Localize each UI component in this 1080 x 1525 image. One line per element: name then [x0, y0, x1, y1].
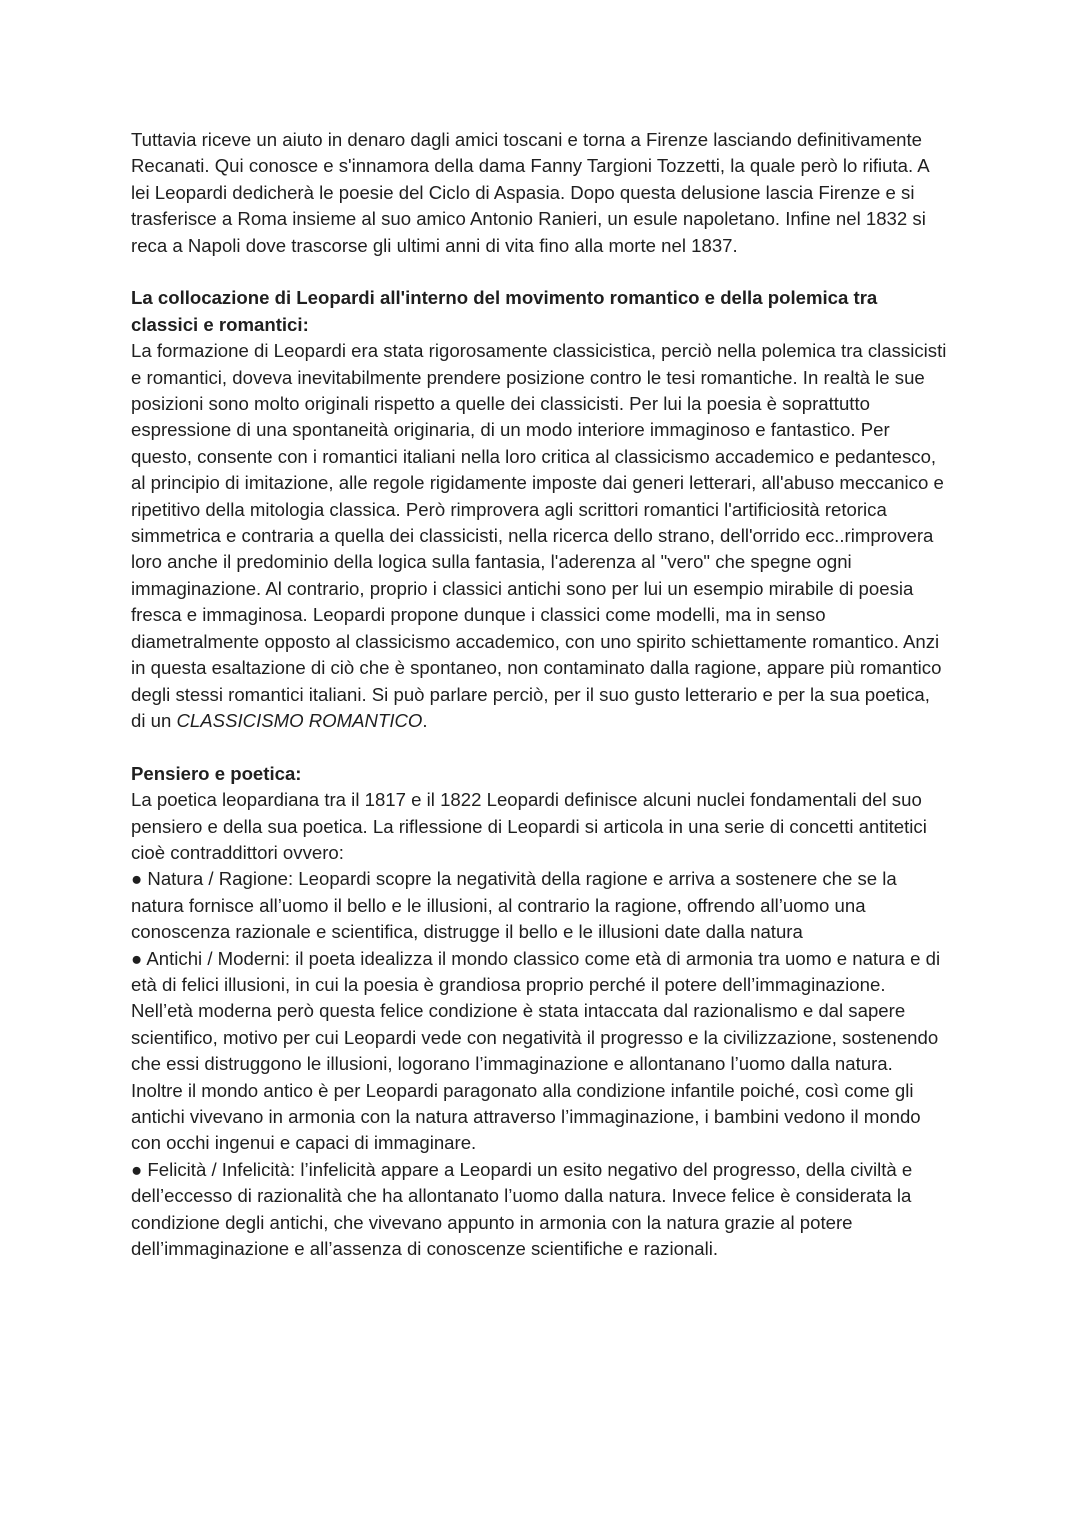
section-romanticism-tail: .	[422, 709, 428, 731]
document-page	[131, 127, 947, 1262]
bullet-antichi-moderni: ● Antichi / Moderni: il poeta idealizza il mondo classico come età di armonia tra uomo e natura e di età di felici illusioni, in cui la poesia è grandiosa proprio perché il potere dell’immaginazione. Nell’età moderna però questa felice condizione è stata intaccata dal razionalismo e dal sapere scientifico, motivo per cui Leopardi vede con negatività il progresso e la civilizzazione, sostenendo che essi distruggono le illusioni, logorano l’immaginazione e allontanano l’uomo dalla natura. Inoltre il mondo antico è per Leopardi paragonato alla condizione infantile poiché, così come gli antichi vivevano in armonia con la natura attraverso l’immaginazione, i bambini vedono il mondo con occhi ingenui e capaci di immaginare.	[131, 947, 941, 1154]
classicismo-romantico-emphasis: CLASSICISMO ROMANTICO	[176, 709, 423, 731]
section-romanticism	[131, 285, 947, 734]
section-pensiero-intro: La poetica leopardiana tra il 1817 e il 1822 Leopardi definisce alcuni nuclei fondamentali del suo pensiero e della sua poetica. La riflessione di Leopardi si articola in una serie di concetti antitetici cioè contraddittori ovvero:	[131, 789, 927, 863]
bullet-felicita-infelicita: ● Felicità / Infelicità: l’infelicità appare a Leopardi un esito negativo del progresso, della civiltà e dell’eccesso di razionalità che ha allontanato l’uomo dalla natura. Invece felice è considerata la condizione degli antichi, che vivevano appunto in armonia con la natura grazie al potere dell’immaginazione e all’assenza di conoscenze scientifiche e razionali.	[131, 1158, 913, 1260]
section-romanticism-heading: La collocazione di Leopardi all'interno del movimento romantico e della polemica tra classici e romantici:	[131, 287, 878, 335]
section-pensiero-heading: Pensiero e poetica:	[131, 762, 302, 784]
section-pensiero-poetica	[131, 761, 947, 1263]
section-romanticism-body	[131, 338, 947, 734]
bullet-natura-ragione: ● Natura / Ragione: Leopardi scopre la negatività della ragione e arriva a sostenere che se la natura fornisce all’uomo il bello e le illusioni, al contrario la ragione, offrendo all’uomo una conoscenza razionale e scientifica, distrugge il bello e le illusioni date dalla natura	[131, 868, 897, 943]
section-romanticism-text: La formazione di Leopardi era stata rigorosamente classicistica, perciò nella polemica tra classicisti e romantici, doveva inevitabilmente prendere posizione contro le tesi romantiche. In realtà le sue posizioni sono molto originali rispetto a quelle dei classicisti. Per lui la poesia è soprattutto espressione di una spontaneità originaria, di un modo interiore immaginoso e fantastico. Per questo, consente con i romantici italiani nella loro critica al classicismo accademico e pedantesco, al principio di imitazione, alle regole rigidamente imposte dai generi letterari, all'abuso meccanico e ripetitivo della mitologia classica. Però rimprovera agli scrittori romantici l'artificiosità retorica simmetrica e contraria a quella dei classicisti, nella ricerca dello strano, dell'orrido ecc..rimprovera loro anche il predominio della logica sulla fantasia, l'aderenza al "vero" che spegne ogni immaginazione. Al contrario, proprio i classici antichi sono per lui un esempio mirabile di poesia fresca e immaginosa. Leopardi propone dunque i classici come modelli, ma in senso diametralmente opposto al classicismo accademico, con uno spirito schiettamente romantico. Anzi in questa esaltazione di ciò che è spontaneo, non contaminato dalla ragione, appare più romantico degli stessi romantici italiani. Si può parlare perciò, per il suo gusto letterario e per la sua poetica, di un	[131, 340, 947, 731]
intro-paragraph: Tuttavia riceve un aiuto in denaro dagli amici toscani e torna a Firenze lasciando definitivamente Recanati. Qui conosce e s'innamora della dama Fanny Targioni Tozzetti, la quale però lo rifiuta. A lei Leopardi dedicherà le poesie del Ciclo di Aspasia. Dopo questa delusione lascia Firenze e si trasferisce a Roma insieme al suo amico Antonio Ranieri, un esule napoletano. Infine nel 1832 si reca a Napoli dove trascorse gli ultimi anni di vita fino alla morte nel 1837.	[131, 129, 929, 256]
